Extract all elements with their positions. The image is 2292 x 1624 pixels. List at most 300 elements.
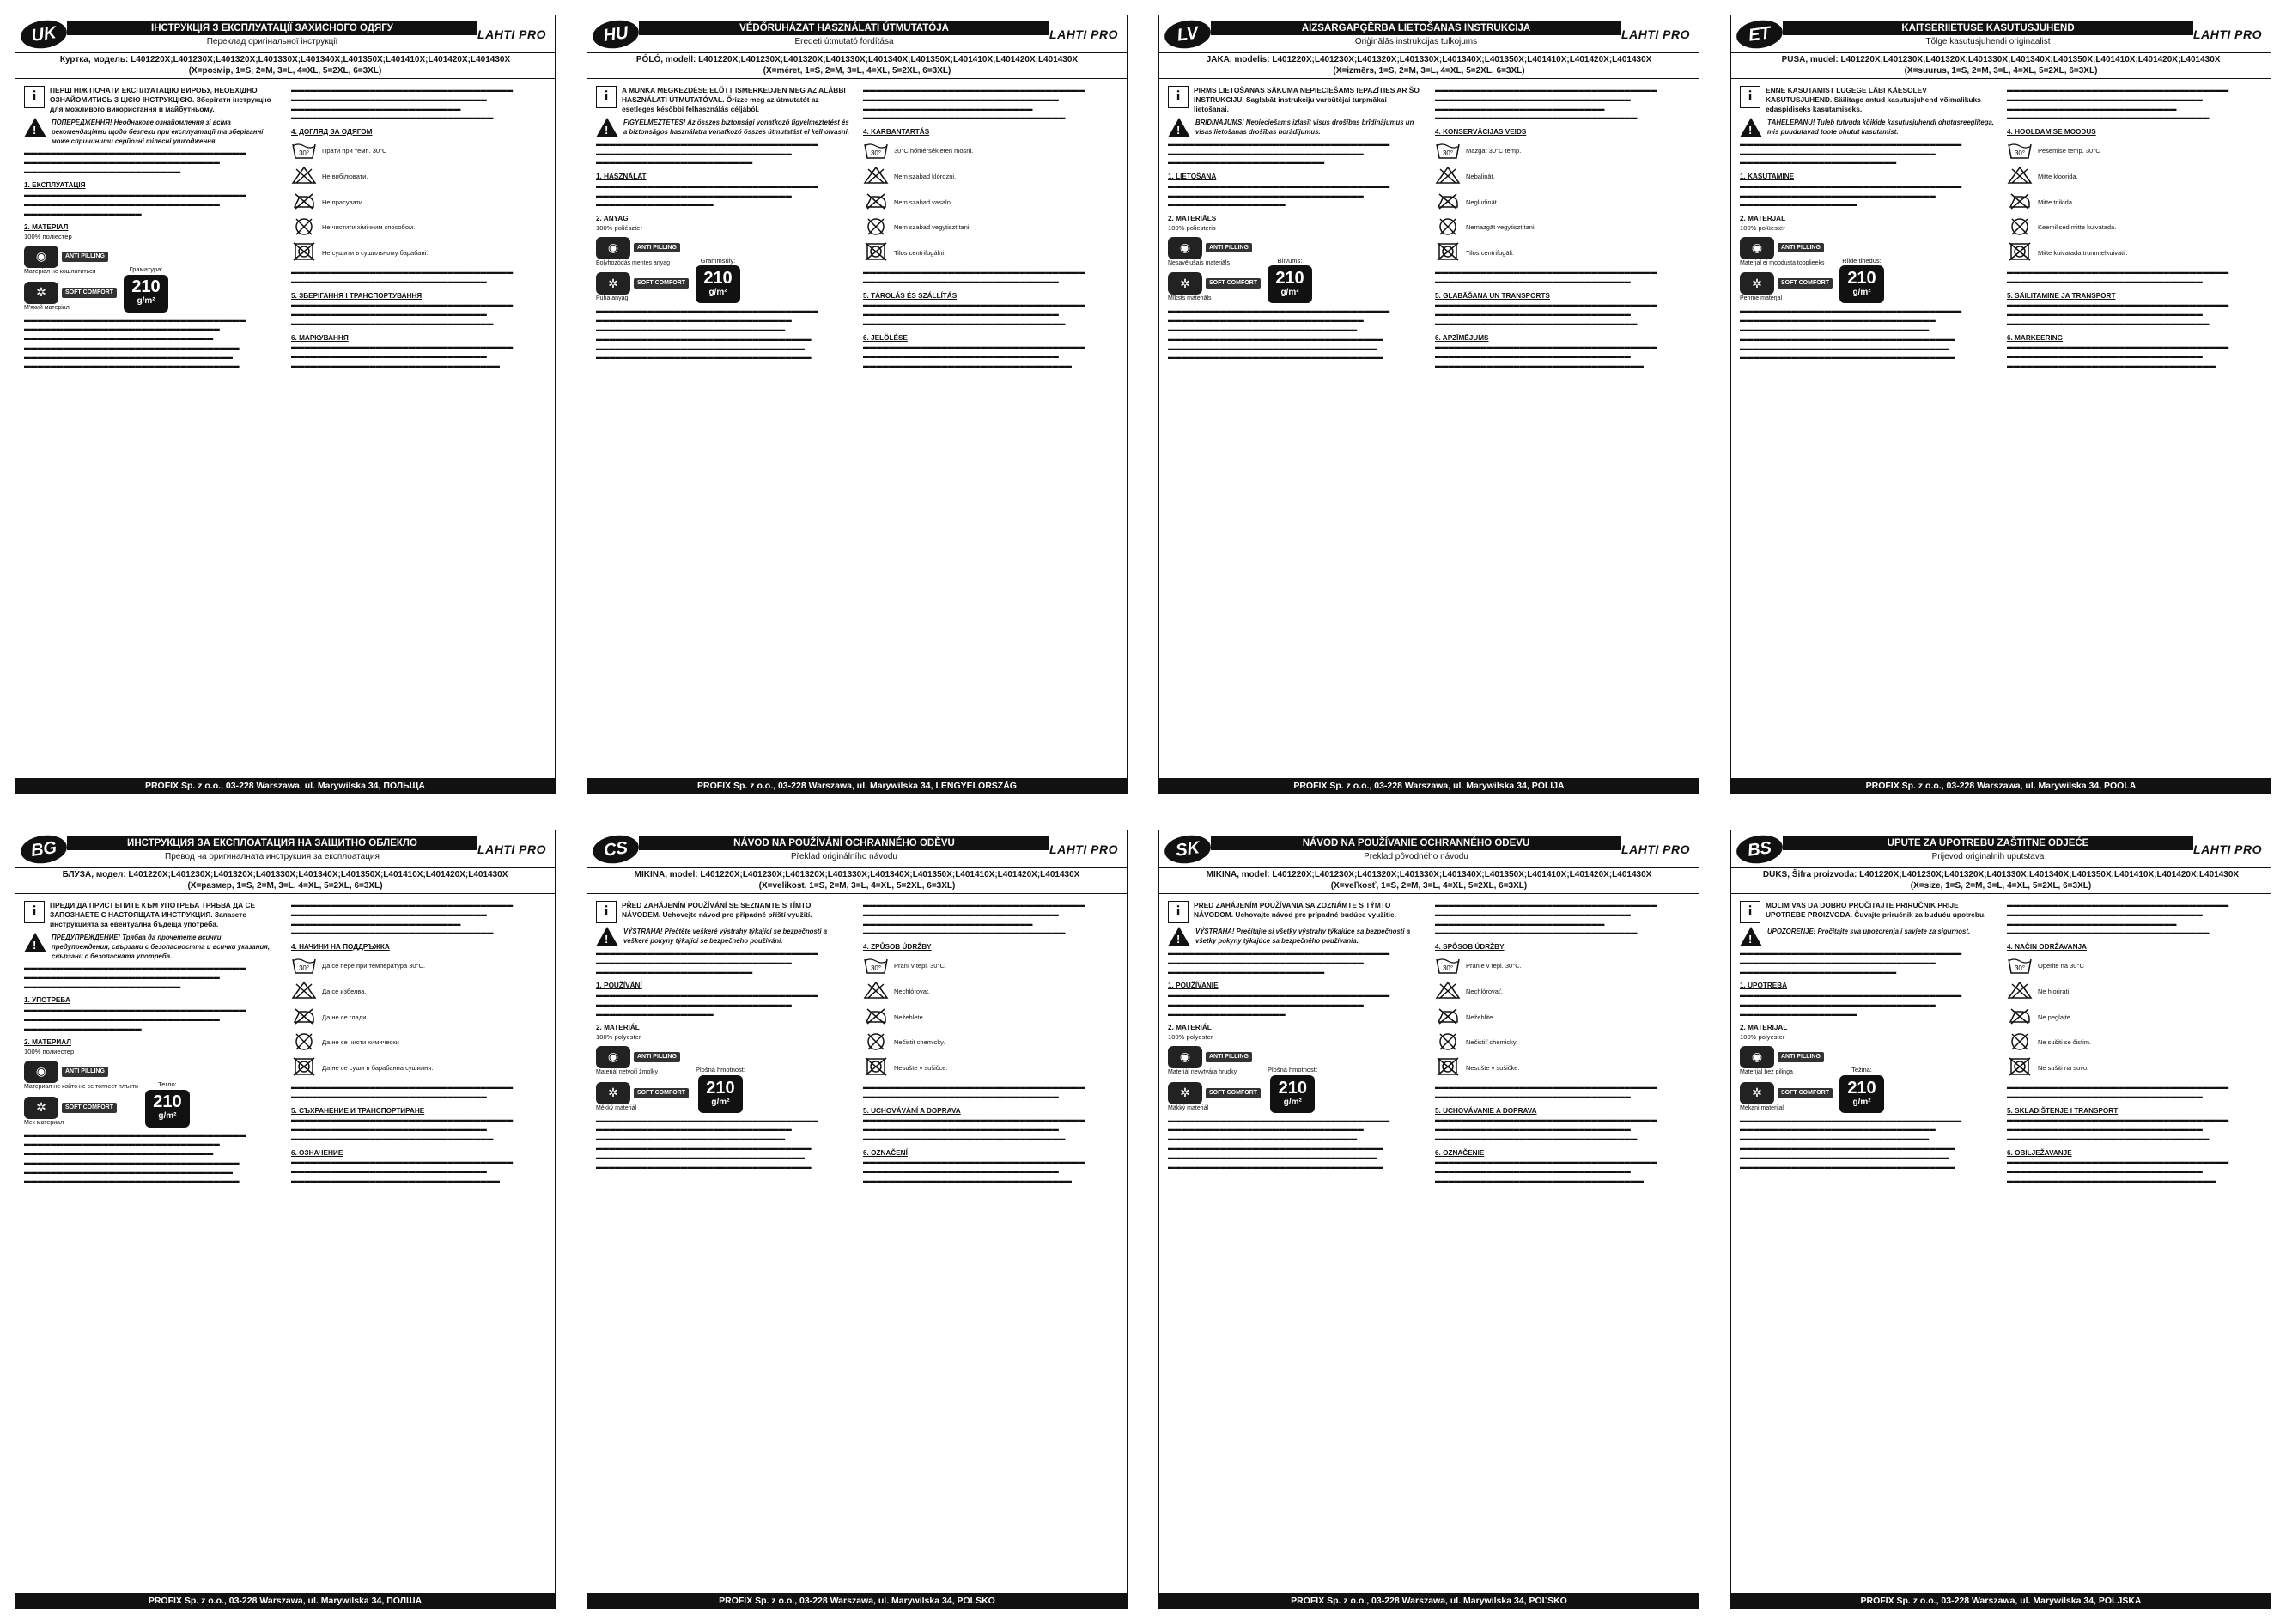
language-badge: LV bbox=[1163, 17, 1213, 51]
antipilling-caption: Materiál nevytvára hrudky bbox=[1168, 1068, 1237, 1075]
antipilling-badge: ANTI PILLING bbox=[1206, 1052, 1252, 1062]
section-heading: 1. ЕКСПЛУАТАЦІЯ bbox=[24, 181, 86, 190]
care-instruction bbox=[291, 192, 546, 214]
filler-text: ▬▬▬▬▬▬▬▬▬▬▬▬▬▬▬▬▬▬▬▬▬▬▬▬▬▬▬▬▬▬▬▬▬▬ ▬▬▬▬▬▬▬▬▬▬▬▬▬▬▬▬▬▬▬▬▬▬▬▬▬▬▬▬▬▬ ▬▬▬▬▬▬▬▬▬▬▬▬▬▬▬▬▬▬▬▬▬▬▬▬ bbox=[1740, 949, 1962, 976]
sheet-footer: PROFIX Sp. z o.o., 03-228 Warszawa, ul. Marywilska 34, POLSKO bbox=[587, 1593, 1127, 1609]
notice-text: ПЕРШ НІЖ ПОЧАТИ ЕКСПЛУАТАЦІЮ ВИРОБУ, НЕОБХІДНО ОЗНАЙОМИТИСЬ З ЦІЄЮ ІНСТРУКЦІЄЮ. Зберігати інструкцію для можливого використання в майбутньому. bbox=[50, 86, 271, 113]
care-label: Praní v tepl. 30°C. bbox=[894, 962, 946, 970]
brand-logo: LAHTI PRO bbox=[2193, 27, 2262, 41]
left-column bbox=[1740, 901, 1995, 1590]
filler-text: ▬▬▬▬▬▬▬▬▬▬▬▬▬▬▬▬▬▬▬▬▬▬▬▬▬▬▬▬▬▬▬▬▬▬ ▬▬▬▬▬▬▬▬▬▬▬▬▬▬▬▬▬▬▬▬▬▬▬▬▬▬▬▬▬▬ ▬▬▬▬▬▬▬▬▬▬▬▬▬▬▬▬▬▬▬▬▬▬▬▬ bbox=[24, 963, 246, 990]
section-heading: 4. SPÔSOB ÚDRŽBY bbox=[1435, 943, 1505, 952]
filler-text: ▬▬▬▬▬▬▬▬▬▬▬▬▬▬▬▬▬▬▬▬▬▬▬▬▬▬▬▬▬▬▬▬▬▬ ▬▬▬▬▬▬▬▬▬▬▬▬▬▬▬▬▬▬▬▬▬▬▬▬▬▬▬▬▬▬ ▬▬▬▬▬▬▬▬▬▬▬▬▬▬▬▬▬▬▬▬▬▬▬▬▬▬▬▬▬▬▬▬ bbox=[2007, 343, 2229, 369]
sheet-subtitle: Preklad pôvodného návodu bbox=[1364, 852, 1468, 861]
filler-text: ▬▬▬▬▬▬▬▬▬▬▬▬▬▬▬▬▬▬▬▬▬▬▬▬▬▬▬▬▬▬▬▬▬▬ ▬▬▬▬▬▬▬▬▬▬▬▬▬▬▬▬▬▬▬▬▬▬▬▬▬▬▬▬▬▬ ▬▬▬▬▬▬▬▬▬▬▬▬▬▬▬▬▬▬▬▬▬▬▬▬▬▬▬▬▬ ▬▬▬▬▬▬▬▬▬▬▬▬▬▬▬▬▬▬▬▬▬▬▬▬▬▬▬▬▬▬▬▬▬ ▬▬▬▬▬▬▬▬▬▬▬▬▬▬▬▬▬▬▬▬▬▬▬▬▬▬▬▬▬▬▬▬ ▬▬▬▬▬▬▬▬▬▬▬▬▬▬▬▬▬▬▬▬▬▬▬▬▬▬▬▬▬▬▬▬▬ bbox=[24, 315, 246, 370]
no-dry-clean-icon bbox=[863, 217, 889, 240]
language-badge: SK bbox=[1163, 832, 1213, 866]
care-label: Mazgāt 30°C temp. bbox=[1466, 147, 1522, 155]
instruction-sheet-uk bbox=[15, 15, 556, 794]
filler-text: ▬▬▬▬▬▬▬▬▬▬▬▬▬▬▬▬▬▬▬▬▬▬▬▬▬▬▬▬▬▬▬▬▬▬ ▬▬▬▬▬▬▬▬▬▬▬▬▬▬▬▬▬▬▬▬▬▬▬▬▬▬▬▬▬▬ ▬▬▬▬▬▬▬▬▬▬▬▬▬▬▬▬▬▬▬▬▬▬▬▬▬▬▬▬▬▬▬ bbox=[1435, 301, 1657, 327]
section-heading: 4. ДОГЛЯД ЗА ОДЯГОМ bbox=[291, 128, 373, 137]
section-heading: 4. KONSERVĀCIJAS VEIDS bbox=[1435, 128, 1527, 137]
gsm-label: Blīvums: bbox=[1277, 256, 1303, 265]
language-badge: BG bbox=[19, 832, 69, 866]
material-composition: 100% polüester bbox=[1740, 223, 1785, 232]
care-instruction bbox=[1435, 1057, 1690, 1080]
no-bleach-icon bbox=[863, 166, 889, 188]
no-bleach-icon bbox=[291, 981, 317, 1003]
wash-30-icon bbox=[863, 141, 889, 163]
sheet-title: AIZSARGAPĢĒRBA LIETOŠANAS INSTRUKCIJA bbox=[1211, 21, 1621, 35]
section-heading: 1. УПОТРЕБА bbox=[24, 996, 70, 1005]
section-heading: 6. OZNAČENIE bbox=[1435, 1148, 1485, 1157]
care-label: Nečistiť chemicky. bbox=[1466, 1038, 1518, 1047]
antipilling-icon: ◉ bbox=[596, 1046, 630, 1068]
svg-text:30°: 30° bbox=[1442, 149, 1454, 157]
care-label: Да се пере при температура 30°C. bbox=[322, 962, 426, 970]
antipilling-icon: ◉ bbox=[1168, 237, 1202, 259]
warning-text: UPOZORENJE! Pročitajte sva upozorenja i savjete za sigurnost. bbox=[1767, 928, 1971, 935]
material-composition: 100% poliészter bbox=[596, 223, 643, 232]
notice-text: MOLIM VAS DA DOBRO PROČITAJTE PRIRUČNIK PRIJE UPOTREBE PROIZVODA. Čuvajte priručnik za buduću upotrebu. bbox=[1766, 901, 1986, 919]
sheet-title: NÁVOD NA POUŽÍVANIE OCHRANNÉHO ODEVU bbox=[1211, 836, 1621, 850]
gsm-label: Тегло: bbox=[158, 1080, 177, 1088]
gsm-label: Težina: bbox=[1851, 1065, 1872, 1074]
section-heading: 2. ANYAG bbox=[596, 215, 629, 223]
gsm-badge: 210 g/m² bbox=[698, 1075, 743, 1113]
right-column bbox=[1435, 86, 1690, 775]
care-instruction bbox=[863, 1032, 1118, 1055]
care-label: Ne hlorirati bbox=[2038, 987, 2070, 995]
section-heading: 6. МАРКУВАННЯ bbox=[291, 333, 349, 342]
notice-text: A MUNKA MEGKEZDÉSE ELŐTT ISMERKEDJEN MEG AZ ALÁBBI HASZNÁLATI ÚTMUTATÓVAL. Őrizze meg az útmutatót az esetleges későbbi felhasználás céljából. bbox=[622, 86, 846, 113]
care-label: Прати при темп. 30°C bbox=[322, 147, 387, 155]
info-icon: i bbox=[1740, 901, 1760, 923]
care-label: Да не се суши в барабанна сушилня. bbox=[322, 1063, 434, 1072]
info-icon: i bbox=[596, 86, 617, 108]
wash-30-icon bbox=[1435, 956, 1461, 978]
material-composition: 100% poliesteris bbox=[1168, 223, 1216, 232]
sheet-title: KAITSERIIETUSE KASUTUSJUHEND bbox=[1783, 21, 2193, 35]
antipilling-icon: ◉ bbox=[1740, 1046, 1774, 1068]
sheet-subtitle: Prijevod originalnih uputstava bbox=[1931, 852, 2045, 861]
antipilling-caption: Nesavēlušais materiāls bbox=[1168, 259, 1230, 266]
soft-comfort-icon: ✲ bbox=[24, 1097, 58, 1119]
care-instruction bbox=[2007, 192, 2262, 214]
svg-text:30°: 30° bbox=[870, 964, 882, 972]
section-heading: 1. KASUTAMINE bbox=[1740, 173, 1795, 181]
no-dry-clean-icon bbox=[1435, 217, 1461, 240]
filler-text: ▬▬▬▬▬▬▬▬▬▬▬▬▬▬▬▬▬▬▬▬▬▬▬▬▬▬▬▬▬▬▬▬▬▬ ▬▬▬▬▬▬▬▬▬▬▬▬▬▬▬▬▬▬▬▬▬▬▬▬▬▬▬▬▬▬ ▬▬▬▬▬▬▬▬▬▬▬▬▬▬▬▬▬▬▬▬▬▬▬▬▬▬▬▬▬ ▬▬▬▬▬▬▬▬▬▬▬▬▬▬▬▬▬▬▬▬▬▬▬▬▬▬▬▬▬▬▬▬▬ ▬▬▬▬▬▬▬▬▬▬▬▬▬▬▬▬▬▬▬▬▬▬▬▬▬▬▬▬▬▬▬▬ ▬▬▬▬▬▬▬▬▬▬▬▬▬▬▬▬▬▬▬▬▬▬▬▬▬▬▬▬▬▬▬▬▬ bbox=[1168, 1116, 1390, 1171]
care-instruction bbox=[291, 1007, 546, 1029]
sheet-header bbox=[1731, 15, 2271, 53]
soft-comfort-caption: Puha anyag bbox=[596, 295, 629, 302]
gsm-badge: 210 g/m² bbox=[1839, 1075, 1884, 1113]
section-heading: 2. МАТЕРИАЛ bbox=[24, 1038, 71, 1047]
filler-text: ▬▬▬▬▬▬▬▬▬▬▬▬▬▬▬▬▬▬▬▬▬▬▬▬▬▬▬▬▬▬▬▬▬▬ ▬▬▬▬▬▬▬▬▬▬▬▬▬▬▬▬▬▬▬▬▬▬▬▬▬▬▬▬▬▬ ▬▬▬▬▬▬▬▬▬▬▬▬▬▬▬▬▬▬▬▬▬▬▬▬▬▬▬▬▬▬▬ bbox=[291, 1116, 514, 1142]
no-dry-clean-icon bbox=[291, 1032, 317, 1055]
info-icon: i bbox=[1168, 86, 1189, 108]
sheet-title: VÉDŐRUHÁZAT HASZNÁLATI ÚTMUTATÓJA bbox=[639, 21, 1049, 35]
care-instruction bbox=[1435, 1007, 1690, 1029]
model-line: PÓLÓ, modell: L401220X;L401230X;L401320X;L401330X;L401340X;L401350X;L401410X;L401420X;L401430X (X=méret, 1=S, 2=M, 3=L, 4=XL, 5=2XL, 6=3XL) bbox=[587, 53, 1127, 79]
left-column bbox=[24, 901, 279, 1590]
care-label: Operite na 30°C bbox=[2038, 962, 2084, 970]
warning-icon: ! bbox=[24, 933, 46, 952]
gsm-label: Граматура: bbox=[129, 265, 163, 273]
filler-text: ▬▬▬▬▬▬▬▬▬▬▬▬▬▬▬▬▬▬▬▬▬▬▬▬▬▬▬▬▬▬▬▬▬▬ ▬▬▬▬▬▬▬▬▬▬▬▬▬▬▬▬▬▬▬▬▬▬▬▬▬▬▬▬▬▬ ▬▬▬▬▬▬▬▬▬▬▬▬▬▬▬▬▬▬ bbox=[1168, 990, 1390, 1018]
info-icon: i bbox=[596, 901, 617, 923]
no-tumble-dry-icon bbox=[863, 242, 889, 265]
filler-text: ▬▬▬▬▬▬▬▬▬▬▬▬▬▬▬▬▬▬▬▬▬▬▬▬▬▬▬▬▬▬▬▬▬▬ ▬▬▬▬▬▬▬▬▬▬▬▬▬▬▬▬▬▬▬▬▬▬▬▬▬▬▬▬▬▬ ▬▬▬▬▬▬▬▬▬▬▬▬▬▬▬▬▬▬ bbox=[1740, 990, 1962, 1018]
filler-text: ▬▬▬▬▬▬▬▬▬▬▬▬▬▬▬▬▬▬▬▬▬▬▬▬▬▬▬▬▬▬▬▬▬▬ ▬▬▬▬▬▬▬▬▬▬▬▬▬▬▬▬▬▬▬▬▬▬▬▬▬▬▬▬▬▬ ▬▬▬▬▬▬▬▬▬▬▬▬▬▬▬▬▬▬ bbox=[596, 990, 818, 1018]
no-bleach-icon bbox=[863, 981, 889, 1003]
care-label: Nem szabad vasalni bbox=[894, 198, 952, 206]
filler-text: ▬▬▬▬▬▬▬▬▬▬▬▬▬▬▬▬▬▬▬▬▬▬▬▬▬▬▬▬▬▬▬▬▬▬ ▬▬▬▬▬▬▬▬▬▬▬▬▬▬▬▬▬▬▬▬▬▬▬▬▬▬▬▬▬▬ ▬▬▬▬▬▬▬▬▬▬▬▬▬▬▬▬▬▬ bbox=[24, 1005, 246, 1032]
section-heading: 5. ЗБЕРІГАННЯ І ТРАНСПОРТУВАННЯ bbox=[291, 291, 423, 300]
care-label: Nesušte v sušičce. bbox=[894, 1063, 948, 1072]
care-label: Tilos centrifugāli. bbox=[1466, 248, 1514, 257]
instruction-sheet-bg bbox=[15, 830, 556, 1609]
care-label: Mitte kuivatada trummelkuivatil. bbox=[2038, 248, 2128, 257]
wash-30-icon bbox=[863, 956, 889, 978]
antipilling-icon: ◉ bbox=[24, 1061, 58, 1083]
gsm-badge: 210 g/m² bbox=[145, 1090, 190, 1128]
care-instruction bbox=[863, 166, 1118, 188]
antipilling-caption: Матеріал не кошлатиться bbox=[24, 268, 96, 275]
filler-text: ▬▬▬▬▬▬▬▬▬▬▬▬▬▬▬▬▬▬▬▬▬▬▬▬▬▬▬▬▬▬▬▬▬▬ ▬▬▬▬▬▬▬▬▬▬▬▬▬▬▬▬▬▬▬▬▬▬▬▬▬▬▬▬▬▬ ▬▬▬▬▬▬▬▬▬▬▬▬▬▬▬▬▬▬▬▬▬▬▬▬▬▬ ▬▬▬▬▬▬▬▬▬▬▬▬▬▬▬▬▬▬▬▬▬▬▬▬▬▬▬▬▬▬▬ bbox=[863, 901, 1085, 937]
care-instruction bbox=[291, 956, 546, 978]
right-column bbox=[863, 86, 1118, 775]
soft-comfort-badge: SOFT COMFORT bbox=[1206, 1088, 1261, 1098]
svg-text:30°: 30° bbox=[2014, 964, 2026, 972]
antipilling-caption: Materiál netvoří žmolky bbox=[596, 1068, 658, 1075]
no-dry-clean-icon bbox=[863, 1032, 889, 1055]
care-instruction bbox=[1435, 166, 1690, 188]
filler-text: ▬▬▬▬▬▬▬▬▬▬▬▬▬▬▬▬▬▬▬▬▬▬▬▬▬▬▬▬▬▬▬▬▬▬ ▬▬▬▬▬▬▬▬▬▬▬▬▬▬▬▬▬▬▬▬▬▬▬▬▬▬▬▬▬▬ ▬▬▬▬▬▬▬▬▬▬▬▬▬▬▬▬▬▬▬▬▬▬▬▬▬▬▬▬▬▬▬▬ bbox=[291, 343, 514, 369]
material-composition: 100% полиестер bbox=[24, 1047, 75, 1055]
soft-comfort-caption: Mīksts materiāls bbox=[1168, 295, 1212, 302]
section-heading: 4. HOOLDAMISE MOODUS bbox=[2007, 128, 2096, 137]
care-instruction bbox=[2007, 1032, 2262, 1055]
care-instruction bbox=[863, 1057, 1118, 1080]
care-instruction bbox=[2007, 1057, 2262, 1080]
sheet-footer: PROFIX Sp. z o.o., 03-228 Warszawa, ul. Marywilska 34, POLJSKA bbox=[1731, 1593, 2271, 1609]
care-instruction bbox=[2007, 981, 2262, 1003]
gsm-badge: 210 g/m² bbox=[124, 275, 168, 313]
care-label: Да се избелва. bbox=[322, 987, 367, 995]
left-column bbox=[1168, 901, 1423, 1590]
care-label: Nesušte v sušičke. bbox=[1466, 1063, 1520, 1072]
filler-text: ▬▬▬▬▬▬▬▬▬▬▬▬▬▬▬▬▬▬▬▬▬▬▬▬▬▬▬▬▬▬▬▬▬▬ ▬▬▬▬▬▬▬▬▬▬▬▬▬▬▬▬▬▬▬▬▬▬▬▬▬▬▬▬▬▬ ▬▬▬▬▬▬▬▬▬▬▬▬▬▬▬▬▬▬▬▬▬▬▬▬▬▬▬▬▬▬▬ bbox=[863, 1116, 1085, 1142]
antipilling-badge: ANTI PILLING bbox=[634, 1052, 680, 1062]
no-iron-icon bbox=[863, 192, 889, 214]
filler-text: ▬▬▬▬▬▬▬▬▬▬▬▬▬▬▬▬▬▬▬▬▬▬▬▬▬▬▬▬▬▬▬▬▬▬ ▬▬▬▬▬▬▬▬▬▬▬▬▬▬▬▬▬▬▬▬▬▬▬▬▬▬▬▬▬▬ bbox=[863, 1082, 1085, 1100]
care-label: Ne peglajte bbox=[2038, 1013, 2070, 1021]
care-label: Nečistit chemicky. bbox=[894, 1038, 945, 1047]
section-heading: 1. POUŽÍVANIE bbox=[1168, 982, 1219, 990]
filler-text: ▬▬▬▬▬▬▬▬▬▬▬▬▬▬▬▬▬▬▬▬▬▬▬▬▬▬▬▬▬▬▬▬▬▬ ▬▬▬▬▬▬▬▬▬▬▬▬▬▬▬▬▬▬▬▬▬▬▬▬▬▬▬▬▬▬ ▬▬▬▬▬▬▬▬▬▬▬▬▬▬▬▬▬▬▬▬▬▬▬▬▬▬ ▬▬▬▬▬▬▬▬▬▬▬▬▬▬▬▬▬▬▬▬▬▬▬▬▬▬▬▬▬▬▬ bbox=[1435, 86, 1657, 122]
section-heading: 4. ZPŮSOB ÚDRŽBY bbox=[863, 943, 932, 952]
filler-text: ▬▬▬▬▬▬▬▬▬▬▬▬▬▬▬▬▬▬▬▬▬▬▬▬▬▬▬▬▬▬▬▬▬▬ ▬▬▬▬▬▬▬▬▬▬▬▬▬▬▬▬▬▬▬▬▬▬▬▬▬▬▬▬▬▬ ▬▬▬▬▬▬▬▬▬▬▬▬▬▬▬▬▬▬▬▬▬▬▬▬▬▬ ▬▬▬▬▬▬▬▬▬▬▬▬▬▬▬▬▬▬▬▬▬▬▬▬▬▬▬▬▬▬▬ bbox=[291, 86, 514, 122]
filler-text: ▬▬▬▬▬▬▬▬▬▬▬▬▬▬▬▬▬▬▬▬▬▬▬▬▬▬▬▬▬▬▬▬▬▬ ▬▬▬▬▬▬▬▬▬▬▬▬▬▬▬▬▬▬▬▬▬▬▬▬▬▬▬▬▬▬ ▬▬▬▬▬▬▬▬▬▬▬▬▬▬▬▬▬▬▬▬▬▬▬▬▬▬▬▬▬ ▬▬▬▬▬▬▬▬▬▬▬▬▬▬▬▬▬▬▬▬▬▬▬▬▬▬▬▬▬▬▬▬▬ ▬▬▬▬▬▬▬▬▬▬▬▬▬▬▬▬▬▬▬▬▬▬▬▬▬▬▬▬▬▬▬▬ ▬▬▬▬▬▬▬▬▬▬▬▬▬▬▬▬▬▬▬▬▬▬▬▬▬▬▬▬▬▬▬▬▬ bbox=[1168, 307, 1390, 362]
sheet-subtitle: Překlad originálního návodu bbox=[791, 852, 897, 861]
care-label: Ne sušiti se čistim. bbox=[2038, 1038, 2092, 1047]
model-line: MIKINA, model: L401220X;L401230X;L401320X;L401330X;L401340X;L401350X;L401410X;L401420X;L401430X (X=veľkosť, 1=S, 2=M, 3=L, 4=XL, 5=2XL, 6=3XL) bbox=[1159, 868, 1699, 894]
antipilling-badge: ANTI PILLING bbox=[62, 252, 108, 262]
instruction-sheet-cs bbox=[587, 830, 1128, 1609]
info-icon: i bbox=[24, 86, 45, 108]
no-dry-clean-icon bbox=[1435, 1032, 1461, 1055]
soft-comfort-icon: ✲ bbox=[596, 272, 630, 295]
care-label: Keemilised mitte kuivatada. bbox=[2038, 223, 2117, 232]
section-heading: 1. LIETOŠANA bbox=[1168, 173, 1217, 181]
sheet-header bbox=[15, 15, 555, 53]
no-bleach-icon bbox=[1435, 981, 1461, 1003]
care-instruction bbox=[1435, 981, 1690, 1003]
warning-text: VÝSTRAHA! Přečtěte veškeré výstrahy týkající se bezpečnosti a veškeré pokyny týkající se bezpečného používání. bbox=[623, 928, 828, 946]
sheet-header bbox=[1159, 15, 1699, 53]
sheet-subtitle: Eredeti útmutató fordítása bbox=[794, 37, 894, 46]
care-instruction bbox=[1435, 242, 1690, 265]
filler-text: ▬▬▬▬▬▬▬▬▬▬▬▬▬▬▬▬▬▬▬▬▬▬▬▬▬▬▬▬▬▬▬▬▬▬ ▬▬▬▬▬▬▬▬▬▬▬▬▬▬▬▬▬▬▬▬▬▬▬▬▬▬▬▬▬▬ bbox=[2007, 1082, 2229, 1100]
antipilling-badge: ANTI PILLING bbox=[1206, 243, 1252, 253]
sheet-title: NÁVOD NA POUŽÍVÁNÍ OCHRANNÉHO ODĚVU bbox=[639, 836, 1049, 850]
filler-text: ▬▬▬▬▬▬▬▬▬▬▬▬▬▬▬▬▬▬▬▬▬▬▬▬▬▬▬▬▬▬▬▬▬▬ ▬▬▬▬▬▬▬▬▬▬▬▬▬▬▬▬▬▬▬▬▬▬▬▬▬▬▬▬▬▬ ▬▬▬▬▬▬▬▬▬▬▬▬▬▬▬▬▬▬ bbox=[1168, 181, 1390, 209]
gsm-label: Plošná hmotnosť: bbox=[1268, 1065, 1318, 1074]
brand-logo: LAHTI PRO bbox=[1049, 842, 1118, 856]
sheet-title: ІНСТРУКЦІЯ З ЕКСПЛУАТАЦІЇ ЗАХИСНОГО ОДЯГУ bbox=[67, 21, 477, 35]
section-heading: 2. MATERJAL bbox=[1740, 215, 1786, 223]
soft-comfort-caption: Mekani materijal bbox=[1740, 1104, 1784, 1111]
care-label: Nechlórovat. bbox=[894, 987, 931, 995]
section-heading: 2. MATERIĀLS bbox=[1168, 215, 1217, 223]
instruction-sheet-bs bbox=[1730, 830, 2271, 1609]
care-instruction bbox=[291, 1057, 546, 1080]
soft-comfort-caption: Мек материал bbox=[24, 1119, 64, 1126]
wash-30-icon bbox=[2007, 956, 2033, 978]
care-label: Не чистити хімічним способом. bbox=[322, 223, 416, 232]
warning-text: VÝSTRAHA! Prečítajte si všetky výstrahy týkajúce sa bezpečnosti a všetky pokyny týkajúce sa bezpečného používania. bbox=[1195, 928, 1411, 946]
warning-text: BRĪDINĀJUMS! Nepieciešams izlasīt visus drošības brīdinājumus un visas lietošanas drošības norādījumus. bbox=[1195, 118, 1414, 136]
right-column bbox=[291, 86, 546, 775]
antipilling-icon: ◉ bbox=[596, 237, 630, 259]
care-label: Да не се чисти химически bbox=[322, 1038, 399, 1047]
section-heading: 2. MATERIJAL bbox=[1740, 1024, 1788, 1032]
sheet-footer: PROFIX Sp. z o.o., 03-228 Warszawa, ul. Marywilska 34, POOLA bbox=[1731, 778, 2271, 794]
no-bleach-icon bbox=[2007, 981, 2033, 1003]
info-icon: i bbox=[24, 901, 45, 923]
no-dry-clean-icon bbox=[2007, 217, 2033, 240]
filler-text: ▬▬▬▬▬▬▬▬▬▬▬▬▬▬▬▬▬▬▬▬▬▬▬▬▬▬▬▬▬▬▬▬▬▬ ▬▬▬▬▬▬▬▬▬▬▬▬▬▬▬▬▬▬▬▬▬▬▬▬▬▬▬▬▬▬ ▬▬▬▬▬▬▬▬▬▬▬▬▬▬▬▬▬▬▬▬▬▬▬▬▬▬▬▬▬▬▬▬ bbox=[291, 1158, 514, 1184]
care-label: Ne sušiti na suvo. bbox=[2038, 1063, 2089, 1072]
filler-text: ▬▬▬▬▬▬▬▬▬▬▬▬▬▬▬▬▬▬▬▬▬▬▬▬▬▬▬▬▬▬▬▬▬▬ ▬▬▬▬▬▬▬▬▬▬▬▬▬▬▬▬▬▬▬▬▬▬▬▬▬▬▬▬▬▬ ▬▬▬▬▬▬▬▬▬▬▬▬▬▬▬▬▬▬▬▬▬▬▬▬▬▬▬▬▬▬▬▬ bbox=[863, 1158, 1085, 1184]
section-heading: 5. GLABĀŠANA UN TRANSPORTS bbox=[1435, 291, 1550, 300]
filler-text: ▬▬▬▬▬▬▬▬▬▬▬▬▬▬▬▬▬▬▬▬▬▬▬▬▬▬▬▬▬▬▬▬▬▬ ▬▬▬▬▬▬▬▬▬▬▬▬▬▬▬▬▬▬▬▬▬▬▬▬▬▬▬▬▬▬ ▬▬▬▬▬▬▬▬▬▬▬▬▬▬▬▬▬▬ bbox=[596, 181, 818, 209]
filler-text: ▬▬▬▬▬▬▬▬▬▬▬▬▬▬▬▬▬▬▬▬▬▬▬▬▬▬▬▬▬▬▬▬▬▬ ▬▬▬▬▬▬▬▬▬▬▬▬▬▬▬▬▬▬▬▬▬▬▬▬▬▬▬▬▬▬ ▬▬▬▬▬▬▬▬▬▬▬▬▬▬▬▬▬▬▬▬▬▬▬▬▬▬▬▬▬ ▬▬▬▬▬▬▬▬▬▬▬▬▬▬▬▬▬▬▬▬▬▬▬▬▬▬▬▬▬▬▬▬▬ ▬▬▬▬▬▬▬▬▬▬▬▬▬▬▬▬▬▬▬▬▬▬▬▬▬▬▬▬▬▬▬▬ ▬▬▬▬▬▬▬▬▬▬▬▬▬▬▬▬▬▬▬▬▬▬▬▬▬▬▬▬▬▬▬▬▬ bbox=[596, 307, 818, 362]
soft-comfort-caption: Mäkký materiál bbox=[1168, 1104, 1209, 1111]
no-iron-icon bbox=[2007, 192, 2033, 214]
sheet-header bbox=[1731, 830, 2271, 868]
care-instruction bbox=[291, 217, 546, 240]
sheet-title: ИНСТРУКЦИЯ ЗА ЕКСПЛОАТАЦИЯ НА ЗАЩИТНО ОБЛЕКЛО bbox=[67, 836, 477, 850]
gsm-badge: 210 g/m² bbox=[1270, 1075, 1315, 1113]
left-column bbox=[1740, 86, 1995, 775]
care-instruction bbox=[863, 956, 1118, 978]
soft-comfort-icon: ✲ bbox=[596, 1082, 630, 1104]
soft-comfort-badge: SOFT COMFORT bbox=[1778, 278, 1833, 289]
wash-30-icon bbox=[291, 956, 317, 978]
care-instruction bbox=[2007, 956, 2262, 978]
soft-comfort-badge: SOFT COMFORT bbox=[62, 1103, 117, 1113]
care-instruction bbox=[1435, 192, 1690, 214]
soft-comfort-badge: SOFT COMFORT bbox=[62, 288, 117, 298]
brand-logo: LAHTI PRO bbox=[477, 842, 546, 856]
left-column bbox=[1168, 86, 1423, 775]
filler-text: ▬▬▬▬▬▬▬▬▬▬▬▬▬▬▬▬▬▬▬▬▬▬▬▬▬▬▬▬▬▬▬▬▬▬ ▬▬▬▬▬▬▬▬▬▬▬▬▬▬▬▬▬▬▬▬▬▬▬▬▬▬▬▬▬▬ ▬▬▬▬▬▬▬▬▬▬▬▬▬▬▬▬▬▬▬▬▬▬▬▬ bbox=[1740, 139, 1962, 167]
notice-text: ПРЕДИ ДА ПРИСТЪПИТЕ КЪМ УПОТРЕБА ТРЯБВА ДА СЕ ЗАПОЗНАЕТЕ С НАСТОЯЩАТА ИНСТРУКЦИЯ. Запазете инструкцията за евентуална бъдеща употреба. bbox=[50, 901, 256, 928]
care-instruction bbox=[291, 242, 546, 265]
warning-icon: ! bbox=[24, 118, 46, 137]
filler-text: ▬▬▬▬▬▬▬▬▬▬▬▬▬▬▬▬▬▬▬▬▬▬▬▬▬▬▬▬▬▬▬▬▬▬ ▬▬▬▬▬▬▬▬▬▬▬▬▬▬▬▬▬▬▬▬▬▬▬▬▬▬▬▬▬▬ ▬▬▬▬▬▬▬▬▬▬▬▬▬▬▬▬▬▬▬▬▬▬▬▬▬▬▬▬▬▬▬▬ bbox=[1435, 1158, 1657, 1184]
model-line: JAKA, modelis: L401220X;L401230X;L401320X;L401330X;L401340X;L401350X;L401410X;L401420X;L401430X (X=izmērs, 1=S, 2=M, 3=L, 4=XL, 5=2XL, 6=3XL) bbox=[1159, 53, 1699, 79]
care-label: Не вибілювати. bbox=[322, 172, 368, 180]
sheet-title: UPUTE ZA UPOTREBU ZAŠTITNE ODJEĆE bbox=[1783, 836, 2193, 850]
sheet-subtitle: Tõlge kasutusjuhendi originaalist bbox=[1925, 37, 2051, 46]
gsm-badge: 210 g/m² bbox=[696, 265, 740, 303]
soft-comfort-caption: Měkký materiál bbox=[596, 1104, 637, 1111]
instruction-sheet-hu bbox=[587, 15, 1128, 794]
gsm-badge: 210 g/m² bbox=[1268, 265, 1312, 303]
filler-text: ▬▬▬▬▬▬▬▬▬▬▬▬▬▬▬▬▬▬▬▬▬▬▬▬▬▬▬▬▬▬▬▬▬▬ ▬▬▬▬▬▬▬▬▬▬▬▬▬▬▬▬▬▬▬▬▬▬▬▬▬▬▬▬▬▬ ▬▬▬▬▬▬▬▬▬▬▬▬▬▬▬▬▬▬▬▬▬▬▬▬▬▬▬▬▬▬▬ bbox=[1435, 1116, 1657, 1142]
section-heading: 4. KARBANTARTÁS bbox=[863, 128, 930, 137]
wash-30-icon bbox=[2007, 141, 2033, 163]
section-heading: 2. MATERIÁL bbox=[596, 1024, 640, 1032]
care-label: Nechlórovať. bbox=[1466, 987, 1503, 995]
model-line: DUKS, Šifra proizvoda: L401220X;L401230X;L401320X;L401330X;L401340X;L401350X;L401410X;L401420X;L401430X (X=size, 1=S, 2=M, 3=L, 4=XL, 5=2XL, 6=3XL) bbox=[1731, 868, 2271, 894]
warning-icon: ! bbox=[596, 118, 618, 137]
section-heading: 6. ОЗНАЧЕНИЕ bbox=[291, 1148, 343, 1157]
language-badge: CS bbox=[591, 832, 641, 866]
material-composition: 100% polyester bbox=[1168, 1032, 1213, 1041]
care-instruction bbox=[1435, 1032, 1690, 1055]
filler-text: ▬▬▬▬▬▬▬▬▬▬▬▬▬▬▬▬▬▬▬▬▬▬▬▬▬▬▬▬▬▬▬▬▬▬ ▬▬▬▬▬▬▬▬▬▬▬▬▬▬▬▬▬▬▬▬▬▬▬▬▬▬▬▬▬▬ bbox=[863, 267, 1085, 285]
svg-text:30°: 30° bbox=[2014, 149, 2026, 157]
no-iron-icon bbox=[863, 1007, 889, 1029]
gsm-label: Plošná hmotnost: bbox=[696, 1065, 745, 1074]
antipilling-badge: ANTI PILLING bbox=[634, 243, 680, 253]
no-iron-icon bbox=[291, 1007, 317, 1029]
care-instruction bbox=[863, 242, 1118, 265]
section-heading: 5. SKLADIŠTENJE I TRANSPORT bbox=[2007, 1106, 2119, 1115]
right-column bbox=[2007, 901, 2262, 1590]
soft-comfort-caption: М'який матеріал bbox=[24, 304, 70, 311]
gsm-badge: 210 g/m² bbox=[1839, 265, 1884, 303]
section-heading: 4. NAČIN ODRŽAVANJA bbox=[2007, 943, 2087, 952]
svg-text:30°: 30° bbox=[870, 149, 882, 157]
section-heading: 6. APZĪMĒJUMS bbox=[1435, 333, 1489, 342]
antipilling-badge: ANTI PILLING bbox=[62, 1067, 108, 1077]
soft-comfort-badge: SOFT COMFORT bbox=[1778, 1088, 1833, 1098]
section-heading: 5. СЪХРАНЕНИЕ И ТРАНСПОРТИРАНЕ bbox=[291, 1106, 425, 1115]
filler-text: ▬▬▬▬▬▬▬▬▬▬▬▬▬▬▬▬▬▬▬▬▬▬▬▬▬▬▬▬▬▬▬▬▬▬ ▬▬▬▬▬▬▬▬▬▬▬▬▬▬▬▬▬▬▬▬▬▬▬▬▬▬▬▬▬▬ ▬▬▬▬▬▬▬▬▬▬▬▬▬▬▬▬▬▬▬▬▬▬▬▬▬▬▬▬▬▬▬ bbox=[863, 301, 1085, 327]
svg-text:30°: 30° bbox=[1442, 964, 1454, 972]
antipilling-icon: ◉ bbox=[1168, 1046, 1202, 1068]
care-label: Да не се глади bbox=[322, 1013, 367, 1021]
no-tumble-dry-icon bbox=[2007, 242, 2033, 265]
care-label: Mitte triikida bbox=[2038, 198, 2073, 206]
care-instruction bbox=[2007, 1007, 2262, 1029]
no-tumble-dry-icon bbox=[1435, 1057, 1461, 1080]
brand-logo: LAHTI PRO bbox=[2193, 842, 2262, 856]
sheet-subtitle: Oriģinālās instrukcijas tulkojums bbox=[1354, 37, 1478, 46]
material-composition: 100% поліестер bbox=[24, 232, 72, 240]
no-iron-icon bbox=[291, 192, 317, 214]
filler-text: ▬▬▬▬▬▬▬▬▬▬▬▬▬▬▬▬▬▬▬▬▬▬▬▬▬▬▬▬▬▬▬▬▬▬ ▬▬▬▬▬▬▬▬▬▬▬▬▬▬▬▬▬▬▬▬▬▬▬▬▬▬▬▬▬▬ ▬▬▬▬▬▬▬▬▬▬▬▬▬▬▬▬▬▬▬▬▬▬▬▬▬▬ ▬▬▬▬▬▬▬▬▬▬▬▬▬▬▬▬▬▬▬▬▬▬▬▬▬▬▬▬▬▬▬ bbox=[2007, 86, 2229, 122]
care-instruction bbox=[863, 141, 1118, 163]
filler-text: ▬▬▬▬▬▬▬▬▬▬▬▬▬▬▬▬▬▬▬▬▬▬▬▬▬▬▬▬▬▬▬▬▬▬ ▬▬▬▬▬▬▬▬▬▬▬▬▬▬▬▬▬▬▬▬▬▬▬▬▬▬▬▬▬▬ ▬▬▬▬▬▬▬▬▬▬▬▬▬▬▬▬▬▬▬▬▬▬▬▬ bbox=[1168, 139, 1390, 167]
section-heading: 6. OZNAČENÍ bbox=[863, 1148, 908, 1157]
sheet-footer: PROFIX Sp. z o.o., 03-228 Warszawa, ul. Marywilska 34, POLIJA bbox=[1159, 778, 1699, 794]
filler-text: ▬▬▬▬▬▬▬▬▬▬▬▬▬▬▬▬▬▬▬▬▬▬▬▬▬▬▬▬▬▬▬▬▬▬ ▬▬▬▬▬▬▬▬▬▬▬▬▬▬▬▬▬▬▬▬▬▬▬▬▬▬▬▬▬▬ ▬▬▬▬▬▬▬▬▬▬▬▬▬▬▬▬▬▬▬▬▬▬▬▬▬▬▬▬▬ ▬▬▬▬▬▬▬▬▬▬▬▬▬▬▬▬▬▬▬▬▬▬▬▬▬▬▬▬▬▬▬▬▬ ▬▬▬▬▬▬▬▬▬▬▬▬▬▬▬▬▬▬▬▬▬▬▬▬▬▬▬▬▬▬▬▬ ▬▬▬▬▬▬▬▬▬▬▬▬▬▬▬▬▬▬▬▬▬▬▬▬▬▬▬▬▬▬▬▬▬ bbox=[1740, 1116, 1962, 1171]
gsm-label: Riide tihedus: bbox=[1842, 256, 1882, 265]
right-column bbox=[863, 901, 1118, 1590]
care-label: Nežehlete. bbox=[894, 1013, 925, 1021]
soft-comfort-icon: ✲ bbox=[1740, 1082, 1774, 1104]
antipilling-icon: ◉ bbox=[24, 246, 58, 268]
filler-text: ▬▬▬▬▬▬▬▬▬▬▬▬▬▬▬▬▬▬▬▬▬▬▬▬▬▬▬▬▬▬▬▬▬▬ ▬▬▬▬▬▬▬▬▬▬▬▬▬▬▬▬▬▬▬▬▬▬▬▬▬▬▬▬▬▬ ▬▬▬▬▬▬▬▬▬▬▬▬▬▬▬▬▬▬ bbox=[1740, 181, 1962, 209]
care-instruction bbox=[863, 192, 1118, 214]
care-label: Nemazgāt vegytisztítani. bbox=[1466, 223, 1536, 232]
brand-logo: LAHTI PRO bbox=[1621, 27, 1690, 41]
no-bleach-icon bbox=[291, 166, 317, 188]
care-instruction bbox=[2007, 166, 2262, 188]
model-line: PUSA, mudel: L401220X;L401230X;L401320X;L401330X;L401340X;L401350X;L401410X;L401420X;L401430X (X=suurus, 1=S, 2=M, 3=L, 4=XL, 5=2XL, 6=3XL) bbox=[1731, 53, 2271, 79]
antipilling-badge: ANTI PILLING bbox=[1778, 1052, 1824, 1062]
no-iron-icon bbox=[2007, 1007, 2033, 1029]
antipilling-badge: ANTI PILLING bbox=[1778, 243, 1824, 253]
warning-text: ПРЕДУПРЕЖДЕНИЕ! Трябва да прочетете всички предупреждения, свързани с безопасността и всички указания, свързани с безопасната употреба. bbox=[52, 933, 270, 960]
no-tumble-dry-icon bbox=[1435, 242, 1461, 265]
no-bleach-icon bbox=[2007, 166, 2033, 188]
no-bleach-icon bbox=[1435, 166, 1461, 188]
filler-text: ▬▬▬▬▬▬▬▬▬▬▬▬▬▬▬▬▬▬▬▬▬▬▬▬▬▬▬▬▬▬▬▬▬▬ ▬▬▬▬▬▬▬▬▬▬▬▬▬▬▬▬▬▬▬▬▬▬▬▬▬▬▬▬▬▬ ▬▬▬▬▬▬▬▬▬▬▬▬▬▬▬▬▬▬▬▬▬▬▬▬▬▬ ▬▬▬▬▬▬▬▬▬▬▬▬▬▬▬▬▬▬▬▬▬▬▬▬▬▬▬▬▬▬▬ bbox=[2007, 901, 2229, 937]
brand-logo: LAHTI PRO bbox=[1049, 27, 1118, 41]
filler-text: ▬▬▬▬▬▬▬▬▬▬▬▬▬▬▬▬▬▬▬▬▬▬▬▬▬▬▬▬▬▬▬▬▬▬ ▬▬▬▬▬▬▬▬▬▬▬▬▬▬▬▬▬▬▬▬▬▬▬▬▬▬▬▬▬▬ ▬▬▬▬▬▬▬▬▬▬▬▬▬▬▬▬▬▬▬▬▬▬▬▬▬▬ ▬▬▬▬▬▬▬▬▬▬▬▬▬▬▬▬▬▬▬▬▬▬▬▬▬▬▬▬▬▬▬ bbox=[863, 86, 1085, 122]
section-heading: 1. UPOTREBA bbox=[1740, 982, 1788, 990]
filler-text: ▬▬▬▬▬▬▬▬▬▬▬▬▬▬▬▬▬▬▬▬▬▬▬▬▬▬▬▬▬▬▬▬▬▬ ▬▬▬▬▬▬▬▬▬▬▬▬▬▬▬▬▬▬▬▬▬▬▬▬▬▬▬▬▬▬ bbox=[1435, 1082, 1657, 1100]
filler-text: ▬▬▬▬▬▬▬▬▬▬▬▬▬▬▬▬▬▬▬▬▬▬▬▬▬▬▬▬▬▬▬▬▬▬ ▬▬▬▬▬▬▬▬▬▬▬▬▬▬▬▬▬▬▬▬▬▬▬▬▬▬▬▬▬▬ ▬▬▬▬▬▬▬▬▬▬▬▬▬▬▬▬▬▬▬▬▬▬▬▬▬▬▬▬▬ ▬▬▬▬▬▬▬▬▬▬▬▬▬▬▬▬▬▬▬▬▬▬▬▬▬▬▬▬▬▬▬▬▬ ▬▬▬▬▬▬▬▬▬▬▬▬▬▬▬▬▬▬▬▬▬▬▬▬▬▬▬▬▬▬▬▬ ▬▬▬▬▬▬▬▬▬▬▬▬▬▬▬▬▬▬▬▬▬▬▬▬▬▬▬▬▬▬▬▬▬ bbox=[1740, 307, 1962, 362]
care-instruction bbox=[2007, 242, 2262, 265]
svg-text:30°: 30° bbox=[298, 964, 310, 972]
sheet-subtitle: Переклад оригінальної інструкції bbox=[206, 37, 338, 46]
wash-30-icon bbox=[1435, 141, 1461, 163]
sheet-header bbox=[587, 830, 1127, 868]
warning-text: FIGYELMEZTETÉS! Az összes biztonsági vonatkozó figyelmeztetést és a biztonságos használatra vonatkozó összes útmutatást el kell olvasni. bbox=[623, 118, 850, 136]
sheet-footer: PROFIX Sp. z o.o., 03-228 Warszawa, ul. Marywilska 34, LENGYELORSZÁG bbox=[587, 778, 1127, 794]
no-tumble-dry-icon bbox=[863, 1057, 889, 1080]
section-heading: 5. UCHOVÁVANIE A DOPRAVA bbox=[1435, 1106, 1537, 1115]
model-line: MIKINA, model: L401220X;L401230X;L401320X;L401330X;L401340X;L401350X;L401410X;L401420X;L401430X (X=velikost, 1=S, 2=M, 3=L, 4=XL, 5=2XL, 6=3XL) bbox=[587, 868, 1127, 894]
section-heading: 4. НАЧИНИ НА ПОДДРЪЖКА bbox=[291, 943, 390, 952]
no-dry-clean-icon bbox=[2007, 1032, 2033, 1055]
no-dry-clean-icon bbox=[291, 217, 317, 240]
language-badge: ET bbox=[1735, 17, 1784, 51]
antipilling-caption: Materjal ei moodusta topplieeks bbox=[1740, 259, 1825, 266]
right-column bbox=[2007, 86, 2262, 775]
care-instruction bbox=[291, 981, 546, 1003]
warning-icon: ! bbox=[1740, 118, 1762, 137]
